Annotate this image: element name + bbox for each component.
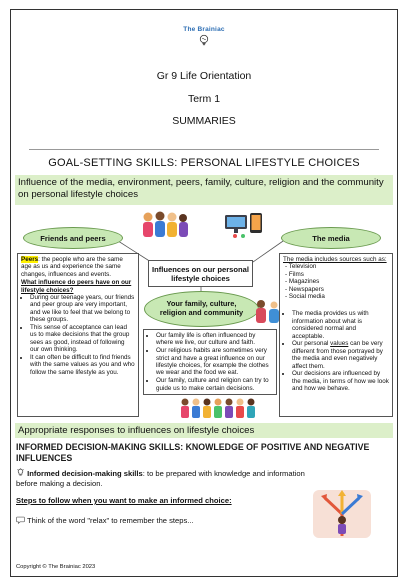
list-item: • It can often be difficult to find friends with the same values as you and who follow the same lifestyle as you.: [30, 354, 135, 376]
list-item: - Newspapers: [285, 285, 324, 293]
friends-peers-oval: Friends and peers: [23, 227, 123, 249]
peers-bullets: [30, 294, 135, 376]
section-title: GOAL-SETTING SKILLS: PERSONAL LIFESTYLE CHOICES: [48, 157, 360, 169]
influences-diagram: [11, 207, 398, 421]
influence-heading-bar: Influence of the media, environment, peers, family, culture, religion and the community on personal lifestyle choices: [15, 175, 393, 205]
friends-group-illustration: [139, 209, 189, 239]
list-item: - Television: [285, 263, 317, 271]
list-item: • Our family, culture and religion can try to guide us to make certain decisions.: [156, 377, 273, 392]
decision-arrows-illustration: [313, 490, 371, 538]
list-item: - Social media: [285, 293, 325, 301]
informed-definition: [16, 468, 310, 489]
list-item: - Films: [285, 270, 304, 278]
informed-term: Informed decision-making skills: [27, 469, 143, 478]
family-bullets: [156, 332, 273, 392]
center-influences-box: Influences on our personal lifestyle choices: [148, 260, 253, 287]
grade-title: Gr 9 Life Orientation: [156, 70, 252, 82]
peers-definition: : the people who are the same age as us and experience the same changes, influences and events.: [21, 256, 123, 278]
list-item: • The media provides us with information about what is considered normal and acceptable.: [292, 310, 389, 340]
list-item: • Our religious habits are sometimes very strict and have a great influence on our lifestyle choices, for example the clothes we wear and the food we eat.: [156, 347, 273, 377]
responses-heading-bar: Appropriate responses to influences on lifestyle choices: [15, 423, 393, 438]
steps-heading: Steps to follow when you want to make an informed choice:: [16, 496, 232, 505]
informed-decision-heading: INFORMED DECISION-MAKING SKILLS: KNOWLEDGE OF POSITIVE AND NEGATIVE INFLUENCES: [16, 442, 370, 463]
informed-rest: : to be prepared with knowledge and information before making a decision.: [16, 469, 305, 488]
list-item: • During our teenage years, our friends and peer group are very important, and we like to feel that we belong to these groups.: [30, 294, 135, 324]
family-culture-oval: Your family, culture, religion and community: [144, 291, 259, 327]
copyright-footer: Copyright © The Brainiac 2023: [16, 564, 96, 570]
media-sources-list: [285, 263, 389, 300]
list-item: • Our decisions are influenced by the media, in terms of how we look and how we behave.: [292, 370, 389, 392]
document-page: [10, 9, 398, 577]
list-item: • This sense of acceptance can lead us to make decisions that the group sees as good, instead of following our own thinking.: [30, 324, 135, 354]
brand-logo: [11, 26, 397, 51]
family-info-box: [143, 329, 277, 395]
lightbulb-icon: [16, 468, 25, 477]
relax-text: Think of the word "relax" to remember the steps...: [26, 516, 194, 525]
list-item: • Our family life is often influenced by where we live, our culture and faith.: [156, 332, 273, 347]
peers-term: Peers: [21, 256, 39, 263]
community-crowd-illustration: [179, 397, 261, 419]
logo-name: The Brainiac: [183, 26, 225, 33]
list-item: - Magazines: [285, 278, 320, 286]
peers-question: What influence do peers have on our lifestyle choices?: [21, 279, 132, 294]
term-title: Term 1: [187, 93, 221, 105]
media-info-box: [279, 253, 393, 417]
summaries-title: SUMMARIES: [172, 115, 236, 127]
media-oval: The media: [281, 227, 381, 249]
relax-steps-line: [16, 516, 310, 526]
peers-info-box: [17, 253, 139, 417]
top-divider: [29, 149, 379, 150]
lightbulb-brain-icon: [198, 34, 210, 46]
media-devices-illustration: [223, 211, 267, 239]
media-intro: The media includes sources such as:: [283, 256, 387, 263]
speech-bubble-icon: [16, 516, 25, 524]
list-item: • Our personal values can be very different from those portrayed by the media and even negatively affect them.: [292, 340, 389, 370]
media-bullets: [292, 310, 389, 392]
